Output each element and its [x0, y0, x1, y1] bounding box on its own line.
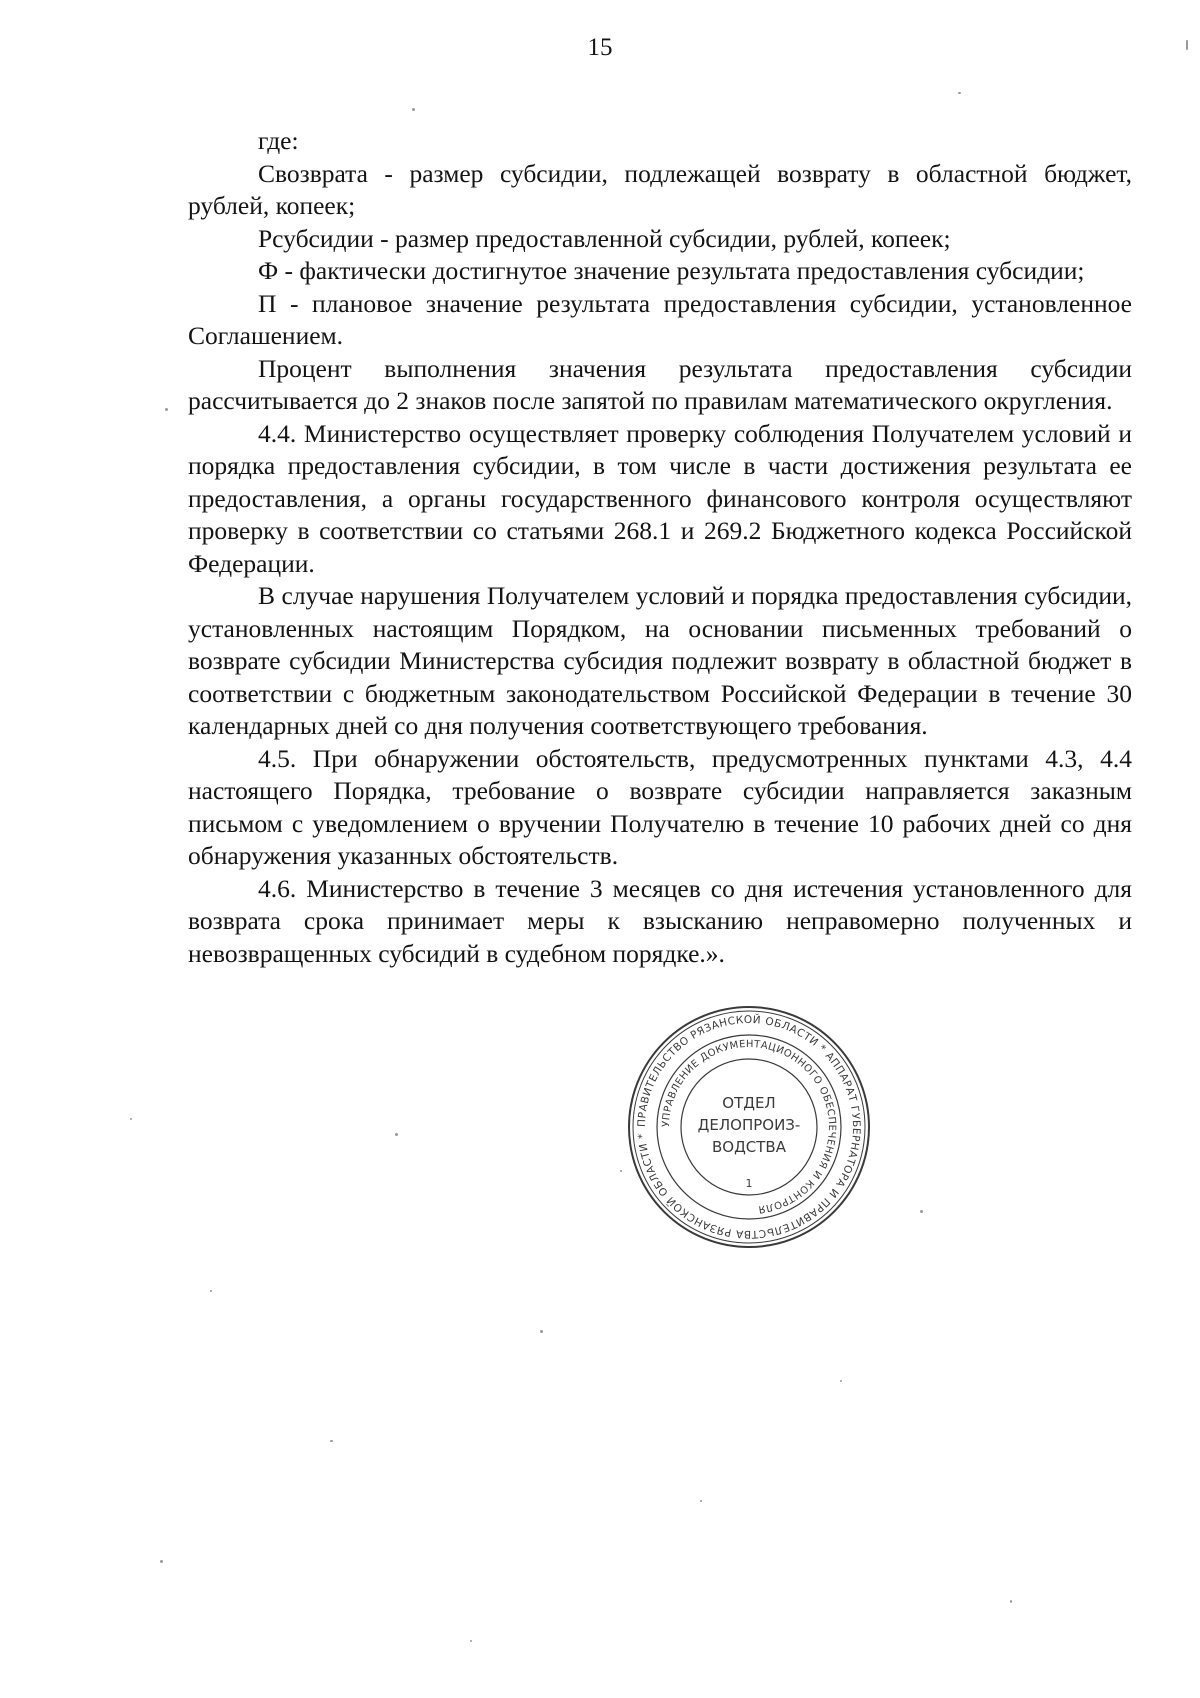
scan-speck [412, 108, 415, 111]
scan-speck [160, 1560, 163, 1563]
paragraph: где: [258, 126, 299, 155]
paragraph: В случае нарушения Получателем условий и порядка предоставления субсидии, установленных настоящим Порядком, на основании письменных требований о возврате субсидии Министерства субсидия подлежит возврату в областной бюджет в соответствии с бюджетным законодательством Российской Федерации в течение 30 календарных дней со дня получения соответствующего требования. [188, 581, 1132, 740]
stamp-center-line-1: ОТДЕЛ [722, 1094, 776, 1112]
paragraph: 4.5. При обнаружении обстоятельств, предусмотренных пунктами 4.3, 4.4 настоящего Порядка, требование о возврате субсидии направляется заказным письмом с уведомлением о вручении Получателю в течение 10 рабочих дней со дня обнаружения указанных обстоятельств. [188, 743, 1132, 870]
paragraph: 4.6. Министерство в течение 3 месяцев со дня истечения установленного для возврата срока принимает меры к взысканию неправомерно полученных и невозвращенных субсидий в судебном порядке.». [188, 873, 1132, 968]
stamp-inner-text: УПРАВЛЕНИЕ ДОКУМЕНТАЦИОННОГО ОБЕСПЕЧЕНИЯ И КОНТРОЛЯ [660, 1038, 838, 1215]
scan-speck [130, 1118, 132, 1120]
paragraph: П - плановое значение результата предоставления субсидии, установленное Соглашением. [188, 288, 1132, 350]
scan-speck [840, 1380, 842, 1382]
document-body [188, 125, 1132, 970]
scan-speck [700, 1500, 702, 1502]
stamp-bottom-mark: 1 [745, 1177, 753, 1190]
scan-speck [330, 1440, 333, 1442]
scan-speck [470, 1640, 472, 1642]
scan-speck [165, 408, 168, 411]
scan-speck [620, 1170, 622, 1172]
stamp-seal-icon [626, 1004, 872, 1250]
paragraph: Ф - фактически достигнутое значение результата предоставления субсидии; [258, 256, 1085, 285]
official-stamp [626, 1004, 872, 1250]
stamp-center-line-3: ВОДСТВА [711, 1138, 787, 1156]
scan-speck [958, 92, 961, 94]
stamp-center-line-2: ДЕЛОПРОИЗ- [697, 1116, 801, 1134]
scan-speck [920, 1210, 923, 1213]
scan-speck [1186, 40, 1188, 50]
scan-speck [1010, 1600, 1012, 1603]
paragraph: Свозврата - размер субсидии, подлежащей возврату в областной бюджет, рублей, копеек; [188, 158, 1132, 220]
scan-speck [395, 1133, 398, 1136]
paragraph: Рсубсидии - размер предоставленной субсидии, рублей, копеек; [258, 223, 951, 253]
stamp-outer-text: ПРАВИТЕЛЬСТВО РЯЗАНСКОЙ ОБЛАСТИ * АППАРАТ ГУБЕРНАТОРА И ПРАВИТЕЛЬСТВА РЯЗАНСКОЙ ОБЛАСТИ * [635, 1013, 863, 1241]
paragraph: 4.4. Министерство осуществляет проверку соблюдения Получателем условий и порядка предоставления субсидии, в том числе в части достижения результата ее предоставления, а органы государственного финансового контроля осуществляют проверку в соответствии со статьями 268.1 и 269.2 Бюджетного кодекса Российской Федерации. [188, 418, 1132, 578]
paragraph: Процент выполнения значения результата предоставления субсидии рассчитывается до 2 знаков после запятой по правилам математического округления. [188, 353, 1132, 415]
scan-speck [540, 1330, 543, 1333]
page-number: 15 [587, 34, 613, 61]
scan-speck [210, 1290, 212, 1292]
